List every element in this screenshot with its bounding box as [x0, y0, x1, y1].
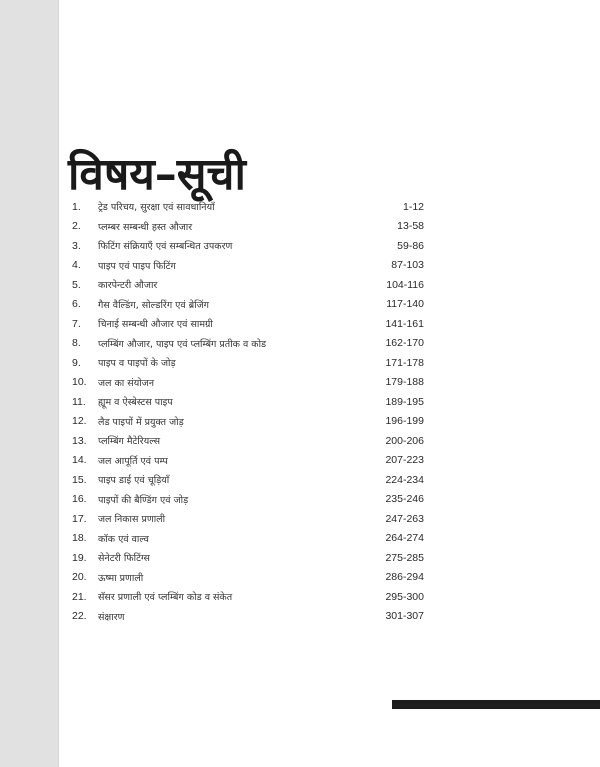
toc-entry-pages: 200-206 [385, 434, 424, 447]
toc-entry[interactable] [72, 334, 424, 354]
toc-entry-title: पाइप डाई एवं चूड़ियाँ [98, 475, 170, 487]
toc-entry-number: 17. [72, 512, 87, 525]
toc-entry-pages: 286-294 [385, 571, 424, 584]
toc-entry-number: 10. [72, 376, 87, 389]
toc-entry[interactable] [72, 607, 424, 627]
toc-entry-pages: 295-300 [385, 590, 424, 603]
toc-entry-title: जल का संयोजन [98, 377, 155, 389]
toc-entry-pages: 189-195 [385, 395, 424, 408]
toc-entry-title: ट्रेड परिचय, सुरक्षा एवं सावधानियाँ [98, 202, 215, 214]
toc-entry-pages: 179-188 [385, 376, 424, 389]
toc-entry-title: पाइप एवं पाइप फिटिंग [98, 260, 176, 272]
toc-entry-title: पाइपों की बैण्डिंग एवं जोड़ [98, 494, 189, 506]
toc-entry-number: 11. [72, 395, 86, 408]
toc-entry-title: प्लम्बर सम्बन्धी हस्त औजार [98, 221, 193, 233]
footer-bar-decoration [392, 700, 600, 709]
toc-entry-pages: 87-103 [391, 259, 424, 272]
toc-entry-number: 3. [72, 239, 81, 252]
toc-entry-pages: 196-199 [385, 415, 424, 428]
toc-entry[interactable] [72, 490, 424, 510]
toc-entry-title: लैड पाइपों में प्रयुक्त जोड़ [98, 416, 184, 428]
toc-entry[interactable] [72, 295, 424, 315]
toc-entry-number: 22. [72, 610, 87, 623]
toc-entry-number: 15. [72, 473, 87, 486]
toc-entry-title: ऊष्मा प्रणाली [98, 572, 144, 584]
toc-entry[interactable] [72, 197, 424, 217]
toc-entry-number: 6. [72, 298, 81, 311]
toc-entry-pages: 207-223 [385, 454, 424, 467]
toc-entry-title: कॉक एवं वाल्व [98, 533, 149, 545]
toc-entry-pages: 13-58 [397, 220, 424, 233]
toc-entry[interactable] [72, 217, 424, 237]
toc-entry-pages: 171-178 [385, 356, 424, 369]
toc-entry-pages: 224-234 [385, 473, 424, 486]
toc-entry-pages: 275-285 [385, 551, 424, 564]
toc-entry[interactable] [72, 451, 424, 471]
toc-entry-number: 14. [72, 454, 87, 467]
toc-entry[interactable] [72, 529, 424, 549]
toc-entry[interactable] [72, 236, 424, 256]
page-title: विषय–सूची [68, 149, 246, 201]
toc-entry-title: जल निकास प्रणाली [98, 514, 166, 526]
toc-entry-title: जल आपूर्ति एवं पम्प [98, 455, 168, 467]
toc-entry-number: 5. [72, 278, 81, 291]
toc-entry[interactable] [72, 373, 424, 393]
toc-entry-number: 16. [72, 493, 87, 506]
toc-entry-number: 18. [72, 532, 87, 545]
toc-entry-number: 9. [72, 356, 81, 369]
toc-entry-number: 4. [72, 259, 81, 272]
toc-entry-pages: 301-307 [385, 610, 424, 623]
toc-entry-title: पाइप व पाइपों के जोड़ [98, 358, 176, 370]
toc-entry-title: प्लम्बिंग मैटेरियल्स [98, 436, 161, 448]
toc-entry[interactable] [72, 353, 424, 373]
table-of-contents [72, 197, 424, 626]
toc-entry-title: फिटिंग संक्रियाएँ एवं सम्बन्धित उपकरण [98, 241, 233, 253]
page-side-band [0, 0, 59, 767]
toc-entry-pages: 59-86 [397, 239, 424, 252]
toc-entry-number: 13. [72, 434, 87, 447]
toc-entry-pages: 1-12 [402, 200, 424, 213]
toc-entry[interactable] [72, 568, 424, 588]
toc-entry-number: 2. [72, 220, 81, 233]
toc-entry-title: संक्षारण [98, 611, 125, 623]
toc-entry[interactable] [72, 587, 424, 607]
toc-entry[interactable] [72, 548, 424, 568]
toc-entry-title: सेनेटरी फिटिंग्स [98, 553, 150, 565]
toc-entry-number: 12. [72, 415, 87, 428]
toc-entry-number: 20. [72, 571, 87, 584]
toc-entry-title: प्लम्बिंग औजार, पाइप एवं प्लम्बिंग प्रतीक व कोड [98, 338, 267, 350]
toc-entry[interactable] [72, 470, 424, 490]
toc-entry-title: कारपेन्टरी औजार [98, 280, 158, 292]
toc-entry[interactable] [72, 314, 424, 334]
toc-entry-pages: 264-274 [385, 532, 424, 545]
toc-entry[interactable] [72, 431, 424, 451]
toc-entry-title: सॅसर प्रणाली एवं प्लम्बिंग कोड व संकेत [98, 592, 233, 604]
toc-entry-pages: 162-170 [385, 337, 424, 350]
toc-entry-pages: 235-246 [385, 493, 424, 506]
toc-entry-pages: 104-116 [386, 278, 424, 291]
toc-entry[interactable] [72, 412, 424, 432]
toc-entry-number: 7. [72, 317, 81, 330]
toc-entry-pages: 117-140 [386, 298, 424, 311]
toc-entry[interactable] [72, 256, 424, 276]
toc-entry-title: चिनाई सम्बन्धी औजार एवं सामग्री [98, 319, 213, 331]
toc-entry-number: 19. [72, 551, 87, 564]
toc-entry-title: गैस वैल्डिंग, सोल्डरिंग एवं ब्रेजिंग [98, 299, 210, 311]
toc-entry-title: ह्यूम व ऐस्बेस्टस पाइप [98, 397, 173, 409]
toc-entry-number: 21. [72, 590, 87, 603]
toc-entry-pages: 247-263 [385, 512, 424, 525]
toc-entry-pages: 141-161 [385, 317, 424, 330]
toc-entry[interactable] [72, 275, 424, 295]
toc-entry-number: 8. [72, 337, 81, 350]
toc-entry[interactable] [72, 509, 424, 529]
toc-entry[interactable] [72, 392, 424, 412]
toc-entry-number: 1. [72, 200, 81, 213]
